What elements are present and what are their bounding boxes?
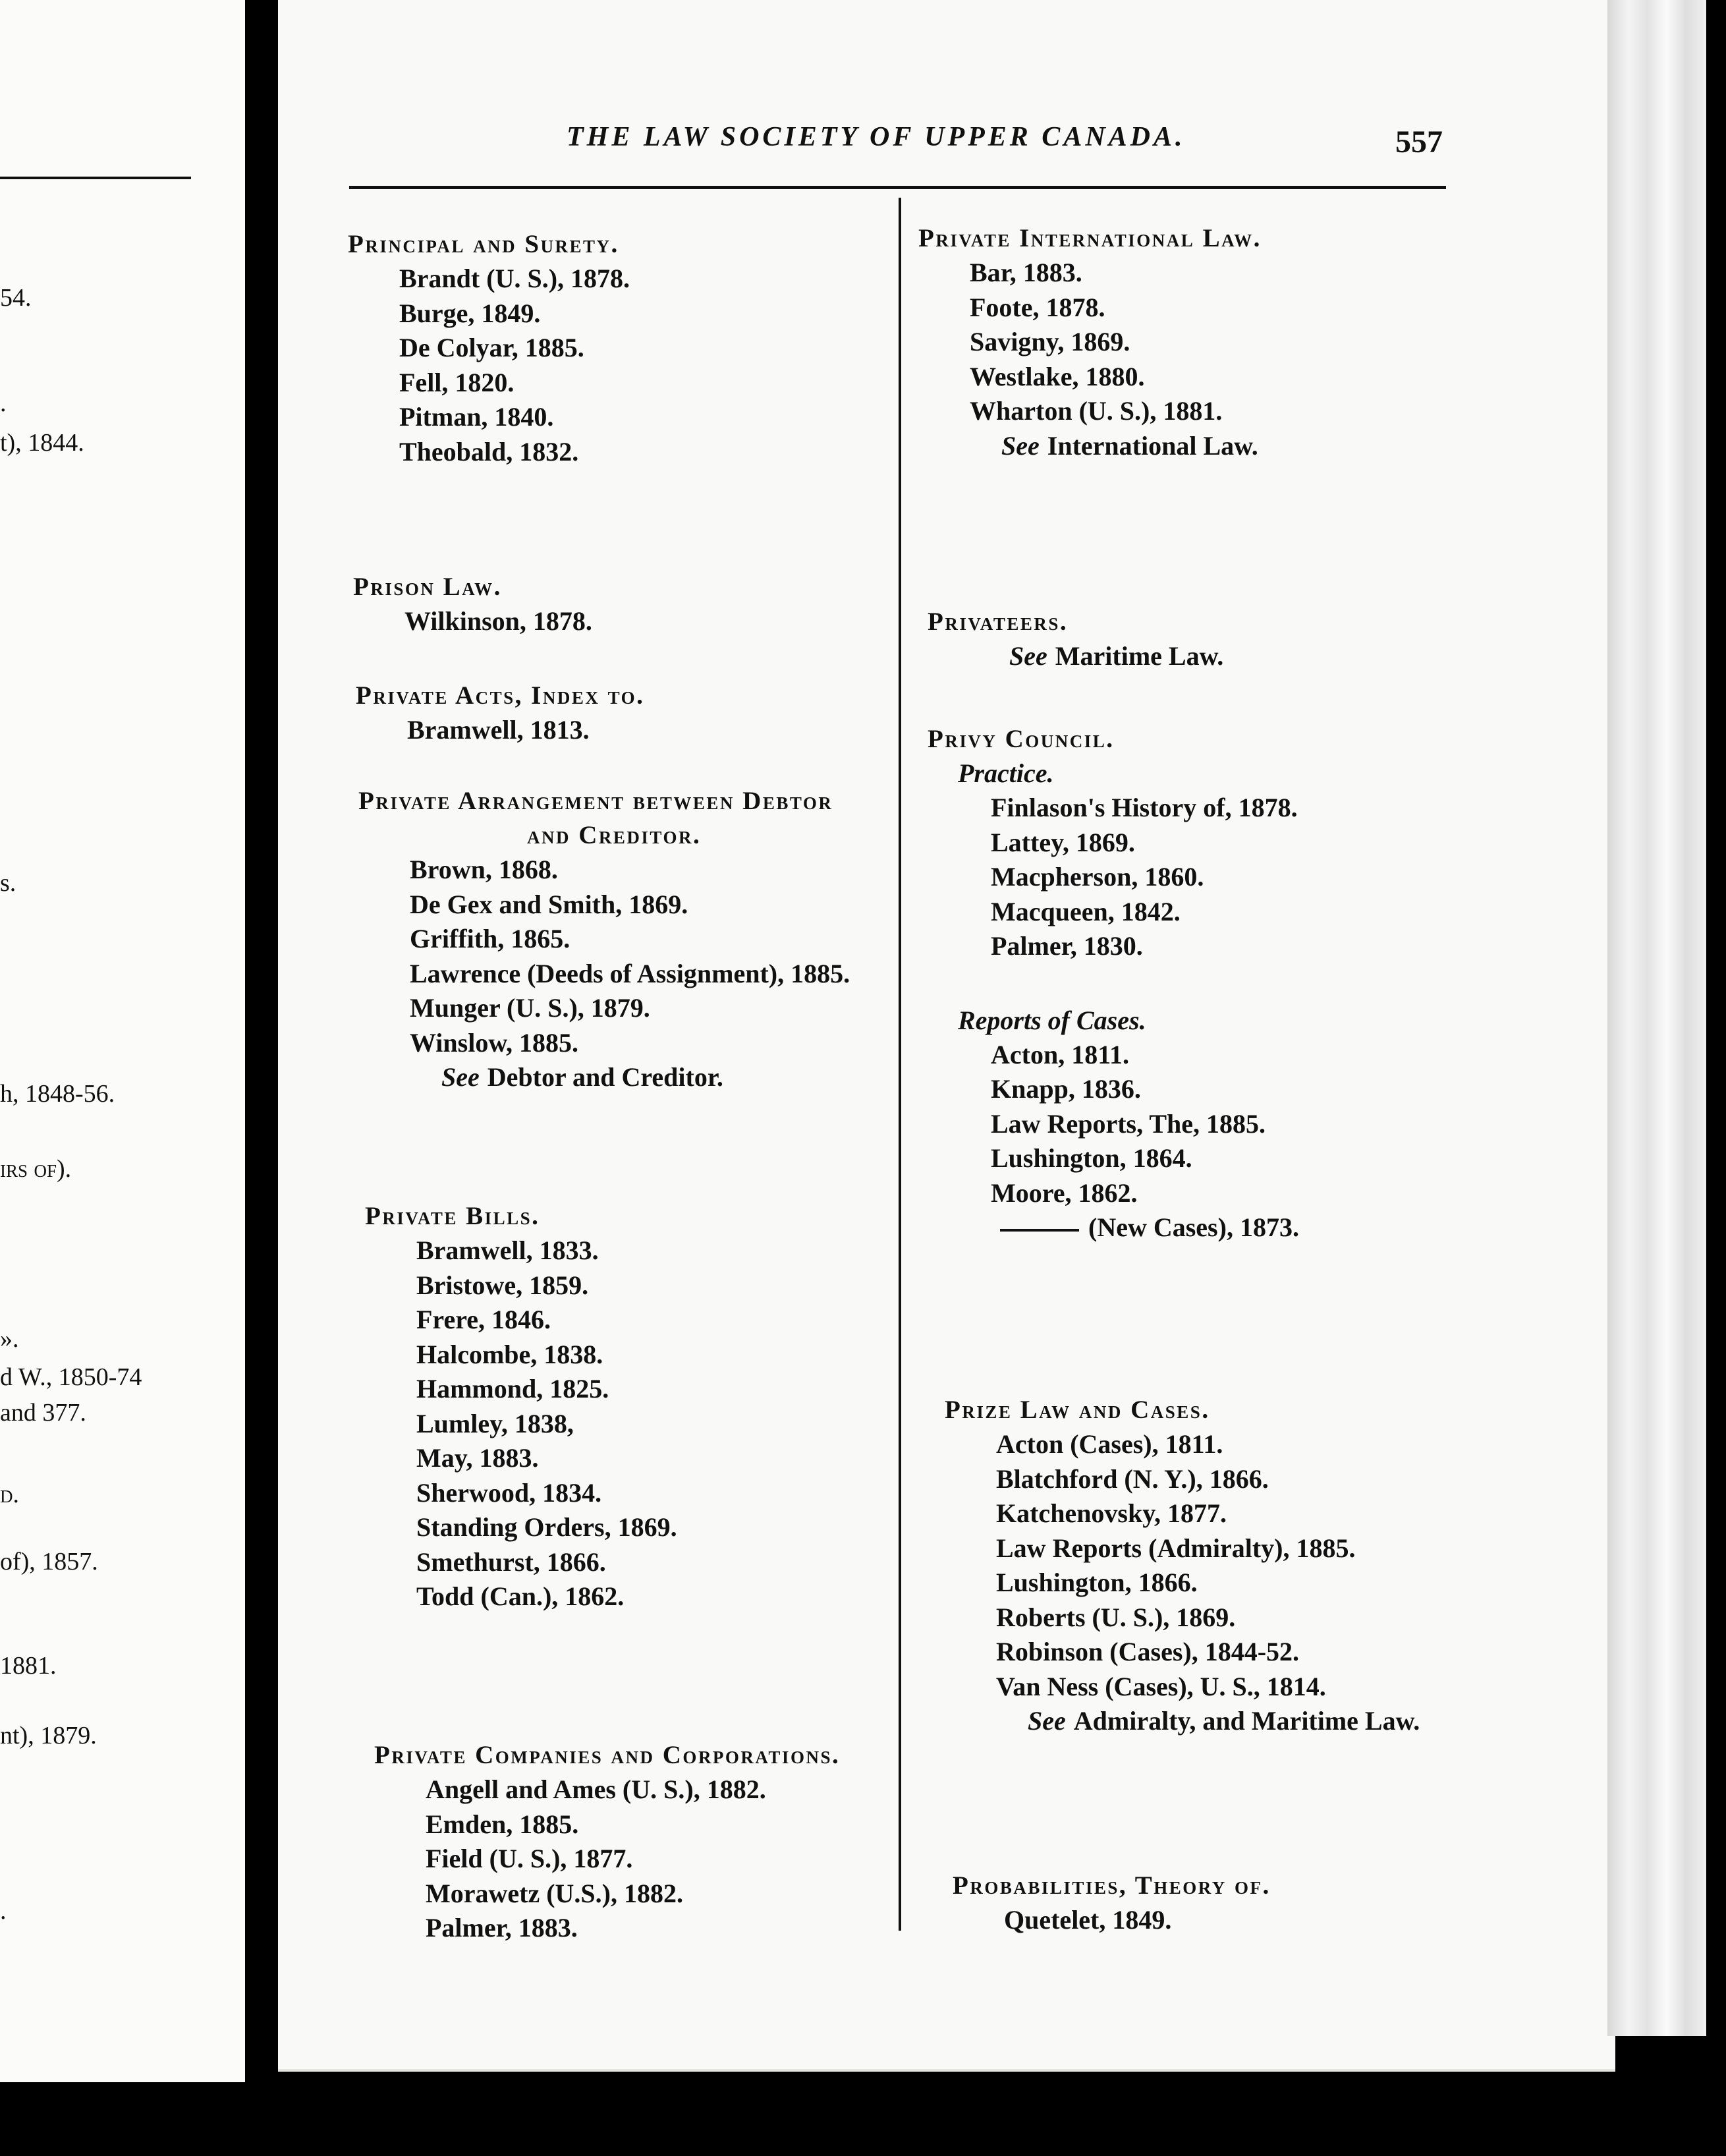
index-section <box>358 784 850 1094</box>
index-entry: Griffith, 1865. <box>410 924 571 953</box>
index-entry: Smethurst, 1866. <box>416 1546 606 1577</box>
index-entry: Frere, 1846. <box>416 1305 551 1334</box>
facing-page-fragment: nt), 1879. <box>0 1722 97 1749</box>
index-entry: Lawrence (Deeds of Assignment), 1885. <box>410 958 850 988</box>
facing-page-fragment: of), 1857. <box>0 1548 98 1575</box>
index-entry: Morawetz (U.S.), 1882. <box>426 1878 683 1908</box>
book-gutter <box>245 0 278 2156</box>
index-entry: Sherwood, 1834. <box>416 1477 602 1508</box>
facing-page-fragment: ». <box>0 1325 19 1353</box>
index-entry: Wharton (U. S.), 1881. <box>970 396 1223 426</box>
section-heading: and Creditor. <box>527 821 702 849</box>
page-number: 557 <box>1395 125 1443 159</box>
index-entry: Lattey, 1869. <box>991 827 1135 857</box>
facing-page-fragment: 1881. <box>0 1652 57 1680</box>
section-heading: Private Companies and Corporations. <box>374 1741 841 1769</box>
see-target: Debtor and Creditor. <box>487 1062 723 1092</box>
index-entry: Lushington, 1866. <box>996 1568 1198 1597</box>
index-section <box>348 227 630 469</box>
index-section <box>928 605 1223 673</box>
see-word: See <box>441 1062 480 1092</box>
index-entry: Quetelet, 1849. <box>1004 1905 1172 1935</box>
facing-page-fragment: h, 1848-56. <box>0 1080 115 1108</box>
section-heading: Privateers. <box>928 608 1069 636</box>
index-entry: De Colyar, 1885. <box>399 333 584 362</box>
subsection-title: Practice. <box>958 758 1054 788</box>
index-section <box>953 1869 1271 1938</box>
index-entry: Robinson (Cases), 1844-52. <box>996 1637 1300 1666</box>
index-entry: Acton, 1811. <box>991 1039 1129 1069</box>
index-section <box>928 722 1299 1245</box>
index-entry: Standing Orders, 1869. <box>416 1512 677 1542</box>
running-header: THE LAW SOCIETY OF UPPER CANADA. <box>567 122 1186 152</box>
facing-page-fragment: . <box>0 389 7 417</box>
index-entry: Katchenovsky, 1877. <box>996 1498 1227 1528</box>
see-word: See <box>1009 641 1047 671</box>
cross-reference <box>918 429 1262 463</box>
index-entry: Burge, 1849. <box>399 298 541 328</box>
facing-page-fragment: irs of). <box>0 1155 72 1183</box>
index-section <box>365 1199 677 1614</box>
see-word: See <box>1001 430 1040 461</box>
facing-page-fragment: 54. <box>0 284 32 312</box>
see-target: International Law. <box>1047 430 1258 461</box>
index-entry: De Gex and Smith, 1869. <box>410 889 688 919</box>
index-entry: Emden, 1885. <box>426 1809 579 1839</box>
index-entry: Brandt (U. S.), 1878. <box>399 264 630 293</box>
page-stack-edge <box>1607 0 1706 2036</box>
facing-page-fragment: d. <box>0 1481 19 1508</box>
index-entry: Palmer, 1883. <box>426 1913 578 1943</box>
index-section <box>918 221 1262 463</box>
cross-reference <box>928 639 1223 673</box>
index-entry: Savigny, 1869. <box>970 327 1130 356</box>
section-heading: Privy Council. <box>928 725 1115 753</box>
index-entry: Lumley, 1838, <box>416 1408 574 1438</box>
index-entry: Pitman, 1840. <box>399 402 554 432</box>
index-entry: Bristowe, 1859. <box>416 1270 589 1300</box>
index-entry: Van Ness (Cases), U. S., 1814. <box>996 1671 1326 1701</box>
index-entry: Law Reports (Admiralty), 1885. <box>996 1533 1356 1563</box>
index-entry: Lushington, 1864. <box>991 1143 1192 1173</box>
header-rule <box>349 186 1446 189</box>
section-heading: Prison Law. <box>353 573 502 601</box>
index-entry: Knapp, 1836. <box>991 1074 1141 1104</box>
index-entry: Fell, 1820. <box>399 367 515 397</box>
index-entry: Palmer, 1830. <box>991 931 1143 961</box>
section-heading: Principal and Surety. <box>348 230 619 258</box>
see-target: Admiralty, and Maritime Law. <box>1073 1706 1420 1736</box>
facing-page-rule <box>0 177 191 179</box>
section-heading: Private Arrangement between Debtor <box>358 787 833 815</box>
index-entry: Field (U. S.), 1877. <box>426 1844 633 1873</box>
section-heading: Private Acts, Index to. <box>356 681 645 710</box>
index-entry: Munger (U. S.), 1879. <box>410 993 650 1023</box>
section-heading: Prize Law and Cases. <box>945 1396 1210 1424</box>
index-entry: Law Reports, The, 1885. <box>991 1108 1266 1139</box>
index-entry: Roberts (U. S.), 1869. <box>996 1602 1236 1632</box>
facing-page-fragment: t), 1844. <box>0 429 84 457</box>
facing-page-fragment: s. <box>0 869 16 897</box>
see-target: Maritime Law. <box>1055 641 1224 671</box>
index-section <box>374 1738 840 1946</box>
index-entry: Winslow, 1885. <box>410 1027 578 1058</box>
ditto-dash <box>1000 1229 1079 1232</box>
see-word: See <box>1028 1706 1066 1736</box>
column-divider <box>899 198 901 1931</box>
background-edge <box>1706 0 1726 2156</box>
index-entry: Westlake, 1880. <box>970 361 1145 391</box>
subsection-title: Reports of Cases. <box>958 1005 1146 1035</box>
index-entry-text: (New Cases), 1873. <box>1088 1212 1299 1242</box>
index-entry: Acton (Cases), 1811. <box>996 1429 1223 1459</box>
index-entry: Macpherson, 1860. <box>991 862 1204 892</box>
index-entry: Wilkinson, 1878. <box>404 606 592 636</box>
section-heading: Private International Law. <box>918 224 1262 252</box>
index-entry: Bramwell, 1833. <box>416 1235 599 1265</box>
index-entry-continuation <box>928 1210 1299 1245</box>
facing-page <box>0 0 249 2082</box>
index-entry: Finlason's History of, 1878. <box>991 793 1298 822</box>
index-entry: Bar, 1883. <box>970 258 1082 287</box>
index-entry: Angell and Ames (U. S.), 1882. <box>426 1774 766 1804</box>
index-entry: Halcombe, 1838. <box>416 1339 603 1369</box>
facing-page-fragment: and 377. <box>0 1399 86 1427</box>
index-section <box>353 570 592 639</box>
section-heading: Probabilities, Theory of. <box>953 1871 1271 1900</box>
facing-page-fragment: . <box>0 1897 7 1925</box>
index-entry: Macqueen, 1842. <box>991 896 1181 926</box>
index-entry: Bramwell, 1813. <box>407 715 590 745</box>
index-section <box>945 1393 1420 1738</box>
index-entry: Hammond, 1825. <box>416 1374 609 1404</box>
index-entry: Todd (Can.), 1862. <box>416 1581 625 1611</box>
cross-reference <box>358 1060 850 1094</box>
facing-page-fragment: d W., 1850-74 <box>0 1363 142 1391</box>
section-heading: Private Bills. <box>365 1202 540 1230</box>
index-section <box>356 679 644 748</box>
cross-reference <box>945 1704 1420 1738</box>
index-entry: Moore, 1862. <box>991 1177 1138 1208</box>
index-entry: Brown, 1868. <box>410 855 558 884</box>
index-entry: May, 1883. <box>416 1443 539 1473</box>
index-entry: Blatchford (N. Y.), 1866. <box>996 1463 1269 1494</box>
index-entry: Foote, 1878. <box>970 292 1105 322</box>
index-entry: Theobald, 1832. <box>399 436 579 467</box>
